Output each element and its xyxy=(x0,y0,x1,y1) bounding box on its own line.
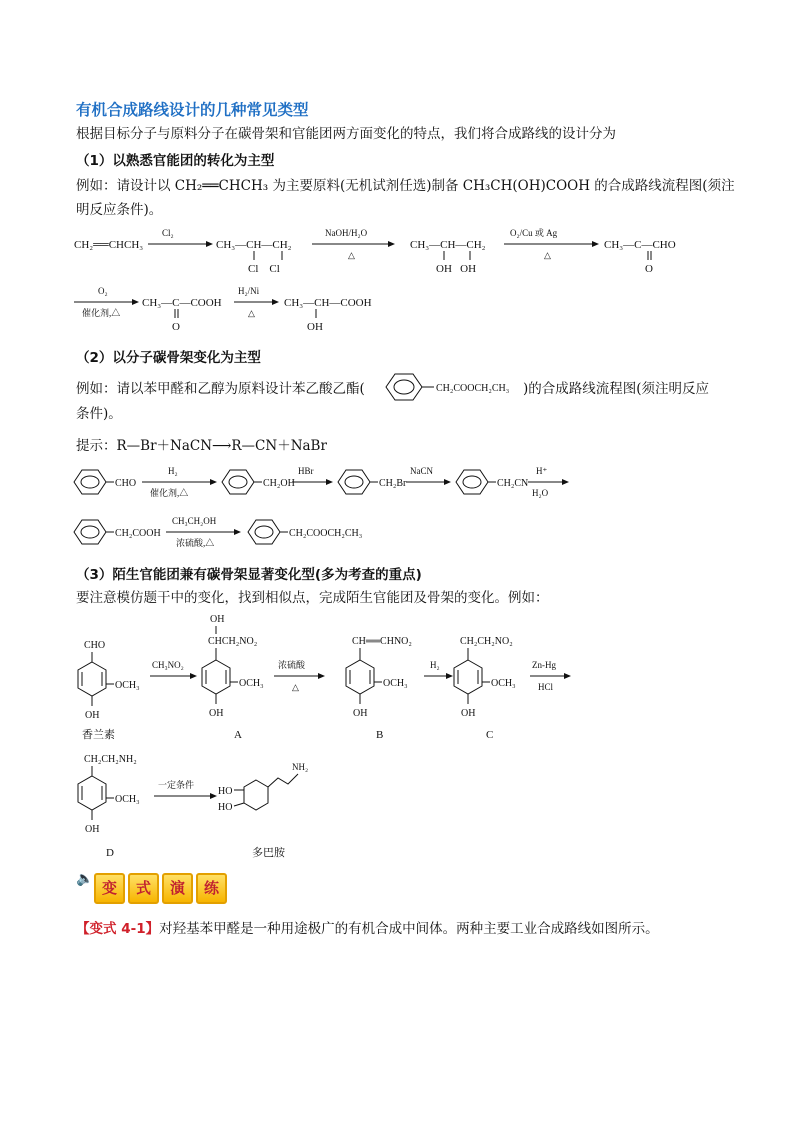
variant-paragraph xyxy=(76,919,659,939)
s3-a-och3: OCH₃ xyxy=(239,678,264,689)
speaker-icon: 🔈 xyxy=(76,871,94,887)
section2-heading: （2）以分子碳骨架变化为主型 xyxy=(76,350,261,366)
s3-c-top: CH₂CH₂NO₂ xyxy=(460,636,513,647)
s1-p2-sub: OH OH xyxy=(436,263,477,275)
s3-vanillin-och3: OCH₃ xyxy=(115,680,140,691)
section1-heading: （1）以熟悉官能团的转化为主型 xyxy=(76,153,275,169)
s2-g3: CH₂Br xyxy=(379,478,407,489)
s3-vanillin-name: 香兰素 xyxy=(82,729,115,741)
s1-p3: CH₃—C—CHO xyxy=(604,239,676,251)
s1-r3-top: O₂/Cu 或 Ag xyxy=(510,228,558,238)
s2-r3-top: NaCN xyxy=(410,466,433,476)
section2-example-line2: 条件)。 xyxy=(76,406,122,422)
s3-r4-top: Zn-Hg xyxy=(532,660,556,670)
badge-char-3: 演 xyxy=(162,873,193,904)
s3-a-name: A xyxy=(234,729,242,741)
s1-p5: CH₃—CH—COOH xyxy=(284,297,372,309)
s1-r1-top: Cl₂ xyxy=(162,228,174,238)
s2-g2: CH₂OH xyxy=(263,478,295,489)
s3-r2-bottom: △ xyxy=(292,682,299,692)
s2-r1-bottom: 催化剂,△ xyxy=(150,488,189,498)
badge-char-1: 变 xyxy=(94,873,125,904)
s1-r4-top: O₂ xyxy=(98,286,108,296)
badge-char-2: 式 xyxy=(128,873,159,904)
section1-example-line2: 明反应条件)。 xyxy=(76,202,163,218)
s2-r4-bottom: H₂O xyxy=(532,488,549,498)
s1-r2-top: NaOH/H₂O xyxy=(325,228,368,238)
s3-r3: H₂ xyxy=(430,660,440,670)
s3-a-top1: OH xyxy=(210,614,225,625)
s3-d-name: D xyxy=(106,847,114,859)
s3-c-oh: OH xyxy=(461,708,476,719)
s1-p2: CH₃—CH—CH₂ xyxy=(410,239,486,251)
page-title: 有机合成路线设计的几种常见类型 xyxy=(76,101,309,119)
scheme-section2 xyxy=(70,460,630,556)
s1-r3-bottom: △ xyxy=(544,250,551,260)
s1-p4-sub: O xyxy=(172,321,180,333)
s3-dopamine-ho2: HO xyxy=(218,802,233,813)
s3-dopamine-name: 多巴胺 xyxy=(252,847,285,859)
s3-r2-top: 浓硫酸 xyxy=(278,660,306,670)
section2-example-post: )的合成路线流程图(须注明反应 xyxy=(523,381,710,397)
s3-b-top: CH══CHNO₂ xyxy=(352,636,412,647)
s3-r4-bottom: HCl xyxy=(538,682,554,692)
s3-vanillin-oh: OH xyxy=(85,710,100,721)
scheme-section1 xyxy=(70,222,750,342)
s3-d-oh: OH xyxy=(85,824,100,835)
s2-r4-top: H⁺ xyxy=(536,466,548,476)
s1-start: CH₂══CHCH₃ xyxy=(74,239,144,251)
s3-a-oh: OH xyxy=(209,708,224,719)
variant-text: 对羟基苯甲醛是一种用途极广的有机合成中间体。两种主要工业合成路线如图所示。 xyxy=(159,921,659,937)
s1-r2-bottom: △ xyxy=(348,250,355,260)
s3-r5: 一定条件 xyxy=(158,780,195,790)
s1-p1-sub: Cl Cl xyxy=(248,263,280,275)
section2-example-pre: 例如：请以苯甲醛和乙醇为原料设计苯乙酸乙酯( xyxy=(76,381,365,397)
s3-vanillin-top: CHO xyxy=(84,640,106,651)
intro-text: 根据目标分子与原料分子在碳骨架和官能团两方面变化的特点，我们将合成路线的设计分为 xyxy=(76,126,616,142)
s3-c-och3: OCH₃ xyxy=(491,678,516,689)
s3-b-oh: OH xyxy=(353,708,368,719)
s3-a-top2: CHCH₂NO₂ xyxy=(208,636,258,647)
s1-p3-sub: O xyxy=(645,263,653,275)
s3-r1: CH₃NO₂ xyxy=(152,660,184,670)
s2-g5: CH₂COOH xyxy=(115,528,161,539)
s2-g4: CH₂CN xyxy=(497,478,529,489)
badge-char-4: 练 xyxy=(196,873,227,904)
s3-dopamine-ho1: HO xyxy=(218,786,233,797)
s2-r1-top: H₂ xyxy=(168,466,178,476)
s2-g1: CHO xyxy=(115,478,137,489)
section2-hint: 提示：R—Br＋NaCN⟶R—CN＋NaBr xyxy=(76,438,327,454)
s3-d-top: CH₂CH₂NH₂ xyxy=(84,754,137,765)
section3-text: 要注意模仿题干中的变化，找到相似点，完成陌生官能团及骨架的变化。例如： xyxy=(76,590,549,606)
ethyl-phenylacetate-group: CH₂COOCH₂CH₃ xyxy=(436,383,510,394)
scheme-section3 xyxy=(70,610,690,865)
s1-r5-bottom: △ xyxy=(248,308,255,318)
s1-r5-top: H₂/Ni xyxy=(238,286,260,296)
s1-r4-bottom: 催化剂,△ xyxy=(82,308,121,318)
s1-p1: CH₃—CH—CH₂ xyxy=(216,239,292,251)
s2-r5-top: CH₃CH₂OH xyxy=(172,516,217,526)
section3-heading: （3）陌生官能团兼有碳骨架显著变化型(多为考查的重点) xyxy=(76,567,422,583)
s3-b-name: B xyxy=(376,729,384,741)
s3-dopamine-nh2: NH₂ xyxy=(292,762,309,772)
s1-p5-sub: OH xyxy=(307,321,323,333)
s3-b-och3: OCH₃ xyxy=(383,678,408,689)
s1-p4: CH₃—C—COOH xyxy=(142,297,222,309)
s3-c-name: C xyxy=(486,729,494,741)
section1-example-line1: 例如：请设计以 CH₂══CHCH₃ 为主要原料(无机试剂任选)制备 CH₃CH(OH)COOH 的合成路线流程图(须注 xyxy=(76,178,735,194)
variant-tag: 【变式 4-1】 xyxy=(76,921,160,937)
s2-r2-top: HBr xyxy=(298,466,314,476)
s3-d-och3: OCH₃ xyxy=(115,794,140,805)
s2-g6: CH₂COOCH₂CH₃ xyxy=(289,528,363,539)
ethyl-phenylacetate-structure xyxy=(380,370,520,404)
s2-r5-bottom: 浓硫酸,△ xyxy=(176,538,215,548)
practice-badge xyxy=(76,869,219,909)
